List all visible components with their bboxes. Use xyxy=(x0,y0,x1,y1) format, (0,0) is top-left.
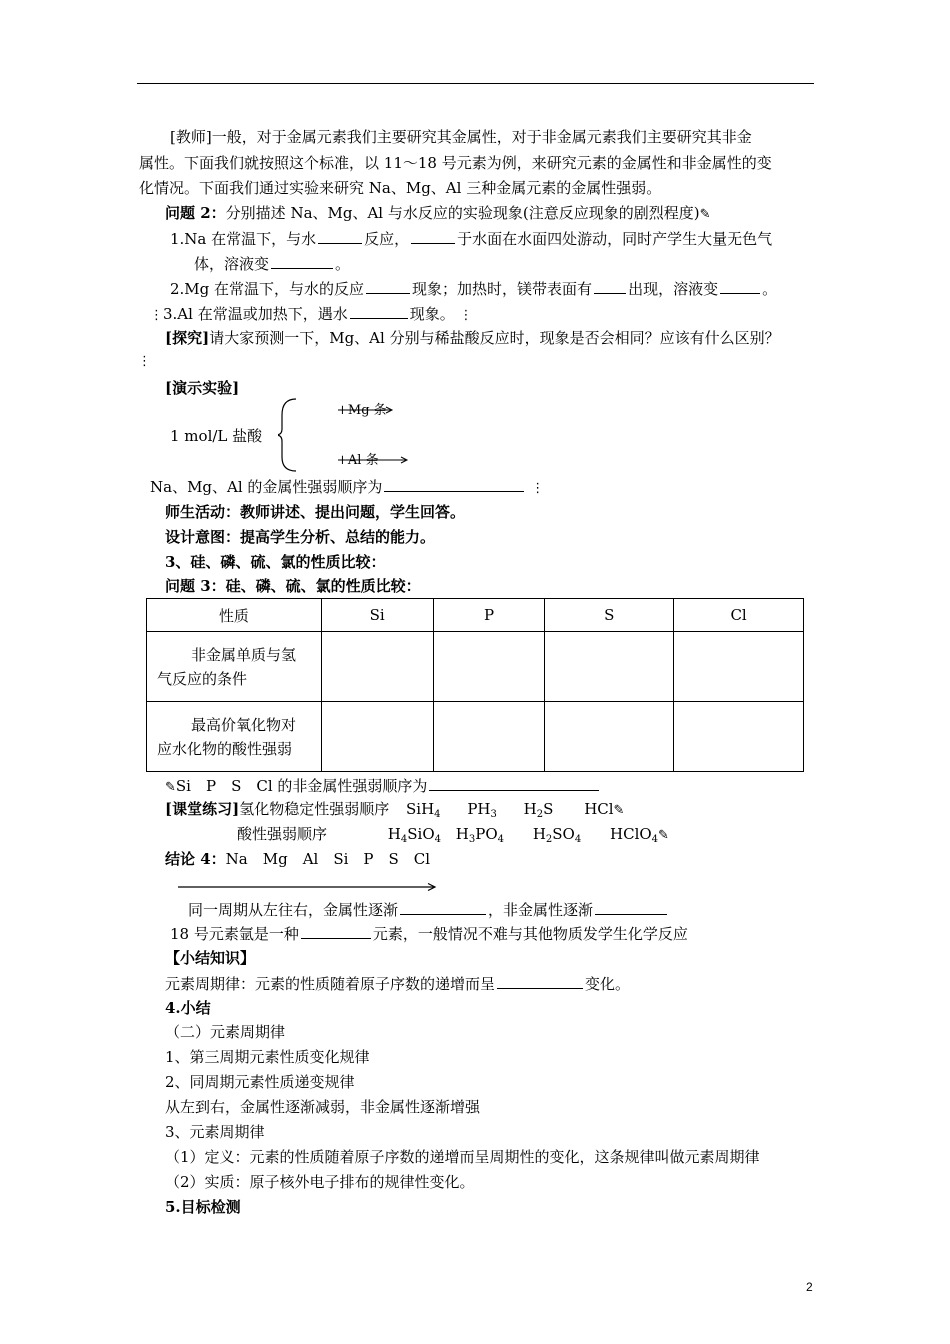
explore-label: [探究] xyxy=(165,329,210,347)
explore-text: 请大家预测一下，Mg、Al 分别与稀盐酸反应时，现象是否会相同？应该有什么区别？ xyxy=(209,329,780,347)
summary-item-3: 3、元素周期律 xyxy=(165,1123,265,1141)
conclusion-4: 结论 4：Na Mg Al Si P S Cl xyxy=(165,850,431,868)
teacher-student-activity: 师生活动：教师讲述、提出问题，学生回答。 xyxy=(165,503,466,521)
table-cell[interactable] xyxy=(545,632,674,702)
teacher-intro-line-1: [教师]一般，对于金属元素我们主要研究其金属性，对于非金属元素我们主要研究其非金 xyxy=(170,128,752,146)
blank[interactable] xyxy=(318,228,362,244)
question-3: 问题 3：硅、磷、硫、氯的性质比较： xyxy=(165,577,421,595)
explore xyxy=(165,328,780,348)
blank[interactable] xyxy=(301,923,371,939)
design-intent: 设计意图：提高学生分析、总结的能力。 xyxy=(165,528,436,546)
nonmetal-order: ✎Si P S Cl 的非金属性强弱顺序为 xyxy=(165,775,601,798)
table-cell[interactable] xyxy=(321,632,433,702)
header-rule xyxy=(137,83,814,84)
question-2-text: 分别描述 Na、Mg、Al 与水反应的实验现象(注意反应现象的剧烈程度) xyxy=(225,204,700,222)
demo-acid: 1 mol/L 盐酸 xyxy=(170,427,263,445)
blank[interactable] xyxy=(720,278,760,294)
table-header-row xyxy=(147,599,804,632)
blank[interactable] xyxy=(595,899,667,915)
table-row xyxy=(147,702,804,772)
demo-label: [演示实验] xyxy=(165,379,240,397)
summary-label: 【小结知识】 xyxy=(165,949,256,967)
q2-item-2: 2.Mg 在常温下，与水的反应 现象；加热时，镁带表面有 出现，溶液变 。 xyxy=(170,280,778,298)
blank[interactable] xyxy=(350,303,408,319)
demo-mg: +Mg 条 xyxy=(337,403,387,418)
practice-acid: 酸性强弱顺序 $H_4SiO_4$ $H_3PO_4$ $H_2SO_4$ HClO$_4$✎ xyxy=(237,825,669,845)
row-label: 非金属单质与氢 气反应的条件 xyxy=(147,632,322,702)
teacher-intro-line-3: 化情况。下面我们通过实验来研究 Na、Mg、Al 三种金属元素的金属性强弱。 xyxy=(139,179,662,197)
table-row xyxy=(147,632,804,702)
table-cell[interactable] xyxy=(545,702,674,772)
table-header-cell: Cl xyxy=(674,599,804,632)
blank[interactable] xyxy=(594,278,626,294)
q2-item-1: 1.Na 在常温下，与水 反应， 于水面在水面四处游动，同时产学生大量无色气 xyxy=(170,230,773,248)
blank[interactable] xyxy=(497,973,583,989)
page-number: 2 xyxy=(806,1280,813,1294)
periodic-law: 元素周期律：元素的性质随着原子序数的递增而呈 变化。 xyxy=(165,975,631,993)
q2-item-1-cont: 体，溶液变 。 xyxy=(194,255,351,273)
table-cell[interactable] xyxy=(433,632,545,702)
blank[interactable] xyxy=(271,253,333,269)
table-cell[interactable] xyxy=(321,702,433,772)
row-label: 最高价氧化物对 应水化物的酸性强弱 xyxy=(147,702,322,772)
practice-hydride: [课堂练习]氢化物稳定性强弱顺序 SiH$_4$ $PH_3$ $H_2S$ HCl✎ xyxy=(165,800,625,820)
dots-icon: ⋮ xyxy=(138,354,151,369)
q2-item-3: ⋮3.Al 在常温或加热下，遇水 现象。 ⋮ xyxy=(150,305,473,323)
dots-icon: ⋮ xyxy=(150,308,163,323)
table-cell[interactable] xyxy=(674,702,804,772)
summary-4: 4.小结 xyxy=(165,999,211,1017)
demo-al: +Al 条 xyxy=(337,453,379,468)
essence: （2）实质：原子核外电子排布的规律性变化。 xyxy=(165,1173,475,1191)
blank[interactable] xyxy=(366,278,410,294)
target-check: 5.目标检测 xyxy=(165,1198,241,1216)
definition: （1）定义：元素的性质随着原子序数的递增而呈周期性的变化，这条规律叫做元素周期律 xyxy=(165,1148,760,1166)
argon-line: 18 号元素氩是一种 元素，一般情况不难与其他物质发学生化学反应 xyxy=(170,925,688,943)
blank[interactable] xyxy=(411,228,455,244)
table-cell[interactable] xyxy=(674,632,804,702)
teacher-intro-line-2: 属性。下面我们就按照这个标准，以 11～18 号元素为例，来研究元素的金属性和非金属性的变 xyxy=(139,154,772,172)
table-header-cell: P xyxy=(433,599,545,632)
summary-part-2: （二）元素周期律 xyxy=(165,1023,286,1041)
pencil-icon: ✎ xyxy=(699,207,711,222)
table-header-cell: S xyxy=(545,599,674,632)
period-trend: 同一周期从左往右，金属性逐渐 ，非金属性逐渐 xyxy=(188,899,669,920)
table-header-cell: 性质 xyxy=(147,599,322,632)
pencil-icon: ✎ xyxy=(165,780,176,795)
blank[interactable] xyxy=(400,899,486,915)
table-header-cell: Si xyxy=(321,599,433,632)
table-cell[interactable] xyxy=(433,702,545,772)
section-3: 3、硅、磷、硫、氯的性质比较： xyxy=(165,553,386,571)
metal-order: Na、Mg、Al 的金属性强弱顺序为 ⋮ xyxy=(150,478,545,496)
summary-item-2: 2、同周期元素性质递变规律 xyxy=(165,1073,355,1091)
properties-table xyxy=(146,598,804,772)
summary-item-1: 1、第三周期元素性质变化规律 xyxy=(165,1048,370,1066)
blank[interactable] xyxy=(384,476,524,492)
dots-icon: ⋮ xyxy=(459,308,473,323)
question-2 xyxy=(165,203,710,225)
pencil-icon: ✎ xyxy=(658,828,669,843)
blank[interactable] xyxy=(429,775,599,791)
question-2-label: 问题 2： xyxy=(165,204,226,222)
summary-item-2-text: 从左到右，金属性逐渐减弱，非金属性逐渐增强 xyxy=(165,1098,481,1116)
brace xyxy=(278,399,296,471)
pencil-icon: ✎ xyxy=(613,803,625,818)
dots-icon: ⋮ xyxy=(531,481,545,496)
trend-arrow xyxy=(176,881,440,893)
